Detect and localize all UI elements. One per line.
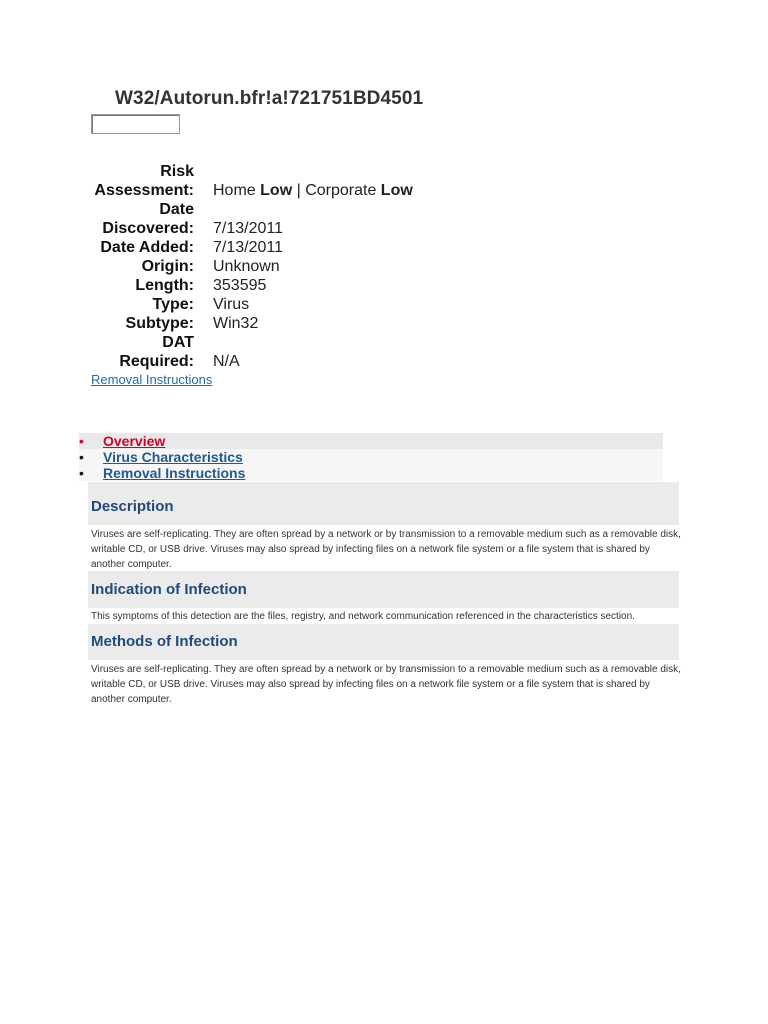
bullet-icon: • [79, 449, 84, 465]
type-value: Virus [213, 296, 250, 313]
page-title: W32/Autorun.bfr!a!721751BD4501 [115, 88, 424, 109]
length-value: 353595 [213, 277, 267, 294]
description-heading: Description [88, 482, 679, 525]
tab-virus-characteristics-link[interactable]: Virus Characteristics [103, 449, 243, 465]
indication-of-infection-heading: Indication of Infection [88, 571, 679, 608]
type-label: Type: [152, 296, 194, 313]
section-tabs [79, 433, 663, 481]
methods-of-infection-heading: Methods of Infection [88, 624, 679, 660]
date-discovered-value: 7/13/2011 [213, 220, 283, 237]
description-text: Viruses are self-replicating. They are often spread by a network or by transmission to a removable medium such as a removable disk, writable CD, or USB drive. Viruses may also spread by infecting files on a network file system or a file system that is shared by another computer. [91, 529, 681, 570]
info-row-type [88, 295, 413, 314]
origin-value: Unknown [213, 258, 280, 275]
info-row-discovered [88, 200, 413, 238]
tab-overview[interactable] [79, 433, 663, 449]
info-row-dat [88, 333, 413, 371]
dat-required-label: DAT Required: [119, 334, 194, 370]
info-row-risk [88, 162, 413, 200]
tab-virus-characteristics[interactable] [79, 449, 663, 465]
indication-of-infection-text: This symptoms of this detection are the files, registry, and network communication referenced in the characteristics section. [91, 611, 635, 622]
info-row-subtype [88, 314, 413, 333]
dat-required-value: N/A [213, 353, 240, 370]
subtype-label: Subtype: [125, 315, 194, 332]
bullet-icon: • [79, 465, 84, 481]
tab-removal-instructions[interactable] [79, 465, 663, 481]
home-risk-level: Low [260, 182, 293, 199]
corporate-risk-level: Low [380, 182, 413, 199]
info-row-length [88, 276, 413, 295]
date-discovered-label: Date Discovered: [102, 201, 194, 237]
date-added-label: Date Added: [100, 239, 194, 256]
tab-removal-instructions-link[interactable]: Removal Instructions [103, 465, 246, 481]
tab-overview-link[interactable]: Overview [103, 433, 166, 449]
origin-label: Origin: [141, 258, 194, 275]
methods-of-infection-text: Viruses are self-replicating. They are often spread by a network or by transmission to a removable medium such as a removable disk, writable CD, or USB drive. Viruses may also spread by infecting files on a network file system or a file system that is shared by another computer. [91, 664, 681, 705]
risk-assessment-label: Risk Assessment: [94, 163, 194, 199]
info-row-origin [88, 257, 413, 276]
date-added-value: 7/13/2011 [213, 239, 283, 256]
info-row-added [88, 238, 413, 257]
bullet-icon: • [79, 433, 84, 449]
title-image-placeholder [91, 114, 180, 134]
removal-instructions-link[interactable]: Removal Instructions [91, 372, 213, 387]
length-label: Length: [135, 277, 194, 294]
subtype-value: Win32 [213, 315, 259, 332]
risk-assessment-value: Home Low | Corporate Low [213, 182, 413, 199]
threat-info-table [88, 162, 413, 371]
